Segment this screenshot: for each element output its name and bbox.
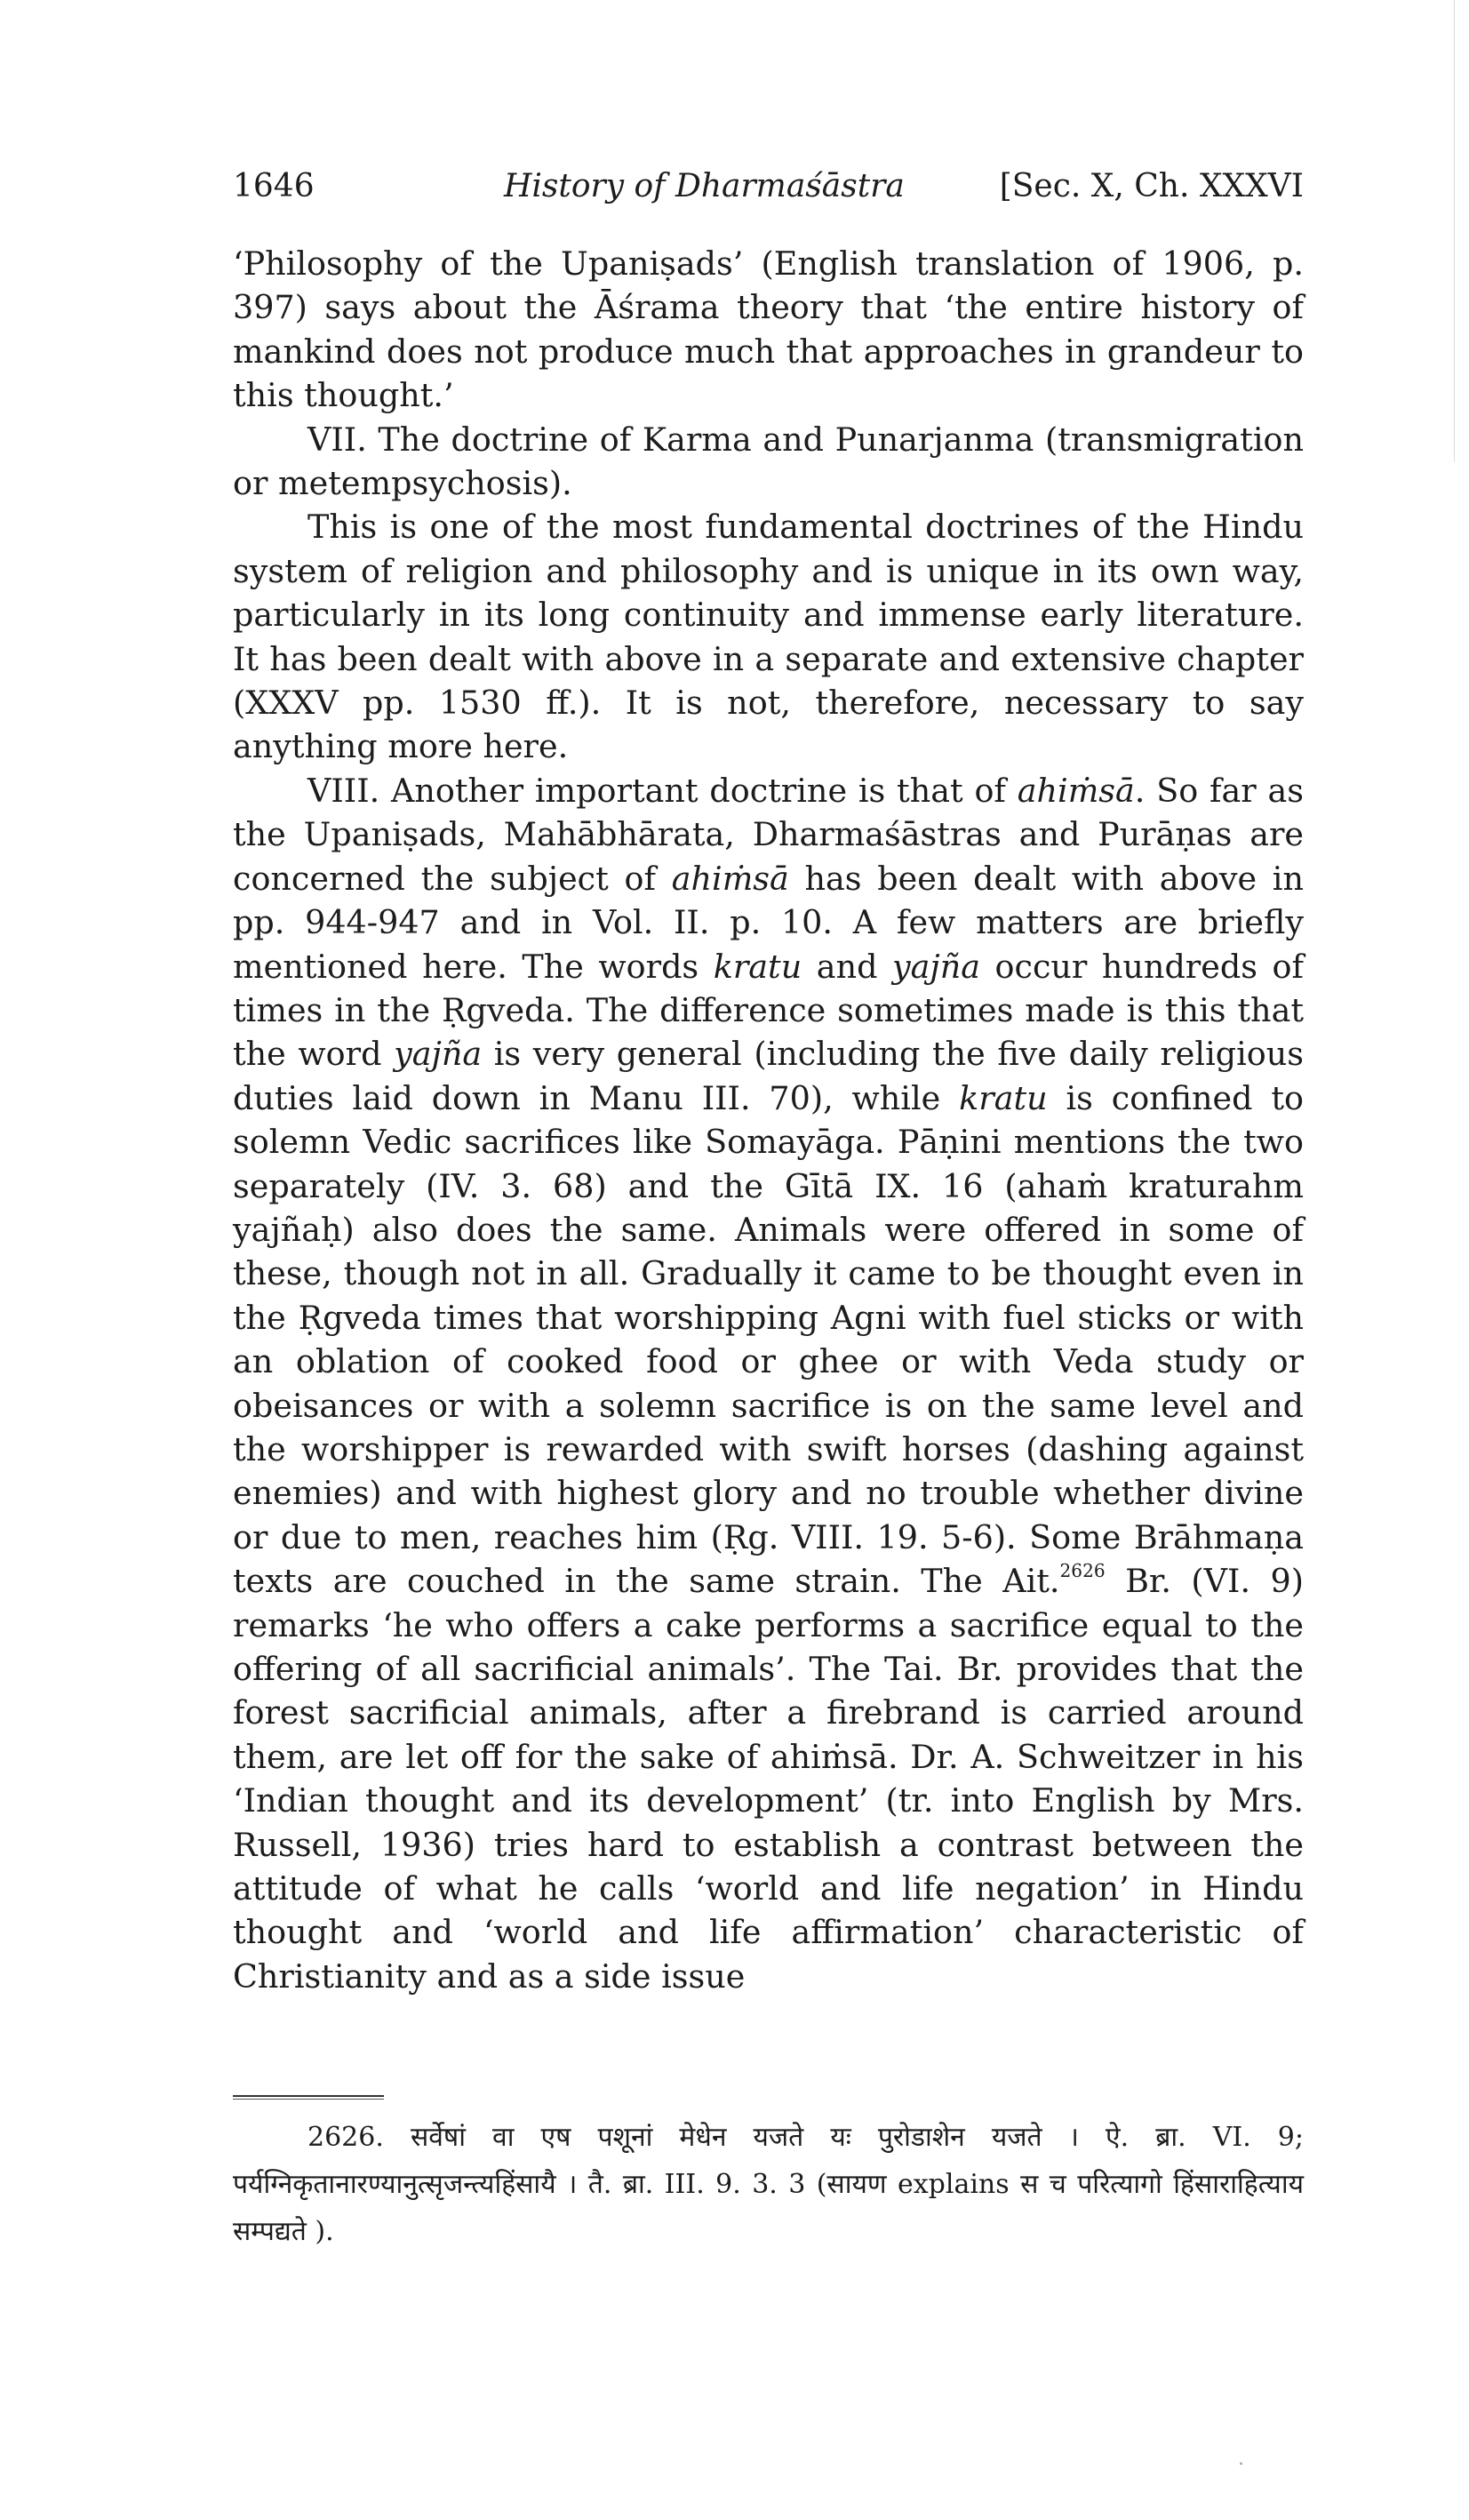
running-title: History of Dharmaśāstra (504, 168, 905, 204)
footnote (233, 2114, 1304, 2255)
footnote-text: सर्वेषां वा एष पशूनां मेधेन यजते यः पुरोडाशेन यजते । ऐ. ब्रा. VI. 9; पर्यग्निकृतानारण्यानुत्सृजन्त्यहिंसायै । तै. ब्रा. III. 9. 3. 3 (सायण explains स च परित्यागो हिंसाराहित्याय सम्पद्यते ). (233, 2122, 1304, 2247)
paragraph-upanisads-quote: ‘Philosophy of the Upaniṣads’ (English translation of 1906, p. 397) says about the Āśrama theory that ‘the entire history of mankind does not produce much that approaches in grandeur to this thought.’ (233, 244, 1304, 415)
scan-speck (1240, 2462, 1242, 2465)
paragraph-ahimsa: VIII. Another important doctrine is that of ahiṁsā. So far as the Upaniṣads, Mahābhārata, Dharmaśāstras and Purāṇas are concerned the subject of ahiṁsā has been dealt with above in pp. 944-947 and in Vol. II. p. 10. A few matters are briefly mentioned here. The words kratu and yajña occur hundreds of times in the Ṛgveda. The difference sometimes made is this that the word yajña is very general (including the five daily religious duties laid down in Manu III. 70), while kratu is confined to solemn Vedic sacrifices like Somayāga. Pāṇini mentions the two separately (IV. 3. 68) and the Gītā IX. 16 (ahaṁ kraturahm yajñaḥ) also does the same. Animals were offered in some of these, though not in all. Gradually it came to be thought even in the Ṛgveda times that worshipping Agni with fuel sticks or with an oblation of cooked food or ghee or with Veda study or obeisances or with a solemn sacrifice is on the same level and the worshipper is rewarded with swift horses (dashing against enemies) and with highest glory and no trouble whether divine or due to men, reaches him (Ṛg. VIII. 19. 5-6). Some Brāhmaṇa texts are couched in the same strain. The Ait.$^{2626}$ Br. (VI. 9) remarks ‘he who offers a cake performs a sacrifice equal to the offering of all sacrificial animals’. The Tai. Br. provides that the forest sacrificial animals, after a firebrand is carried around them, are let off for the sake of ahiṁsā. Dr. A. Schweitzer in his ‘Indian thought and its development’ (tr. into English by Mrs. Russell, 1936) tries hard to establish a contrast between the attitude of what he calls ‘world and life negation’ in Hindu thought and ‘world and life affirmation’ characteristic of Christianity and as a side issue (233, 771, 1305, 1996)
footnote-separator-thin (233, 2099, 384, 2100)
scan-edge-line (1454, 0, 1455, 462)
paragraph-karma-heading: VII. The doctrine of Karma and Punarjanma (transmigration or metempsychosis). (233, 420, 1304, 503)
paragraph-karma-body: This is one of the most fundamental doctrines of the Hindu system of religion and philosophy and is unique in its own way, particularly in its long continuity and immense early literature. It has been dealt with above in a separate and extensive chapter (XXXV pp. 1530 ff.). It is not, therefore, necessary to say anything more here. (233, 508, 1304, 766)
running-header (233, 160, 1304, 213)
page-number: 1646 (233, 168, 315, 204)
footnote-marker: 2626 (1059, 1560, 1106, 1582)
body-text (233, 242, 1304, 1998)
footnote-separator (233, 2095, 384, 2097)
section-reference: [Sec. X, Ch. XXXVI (999, 168, 1304, 204)
footnote-number: 2626. (307, 2122, 384, 2153)
